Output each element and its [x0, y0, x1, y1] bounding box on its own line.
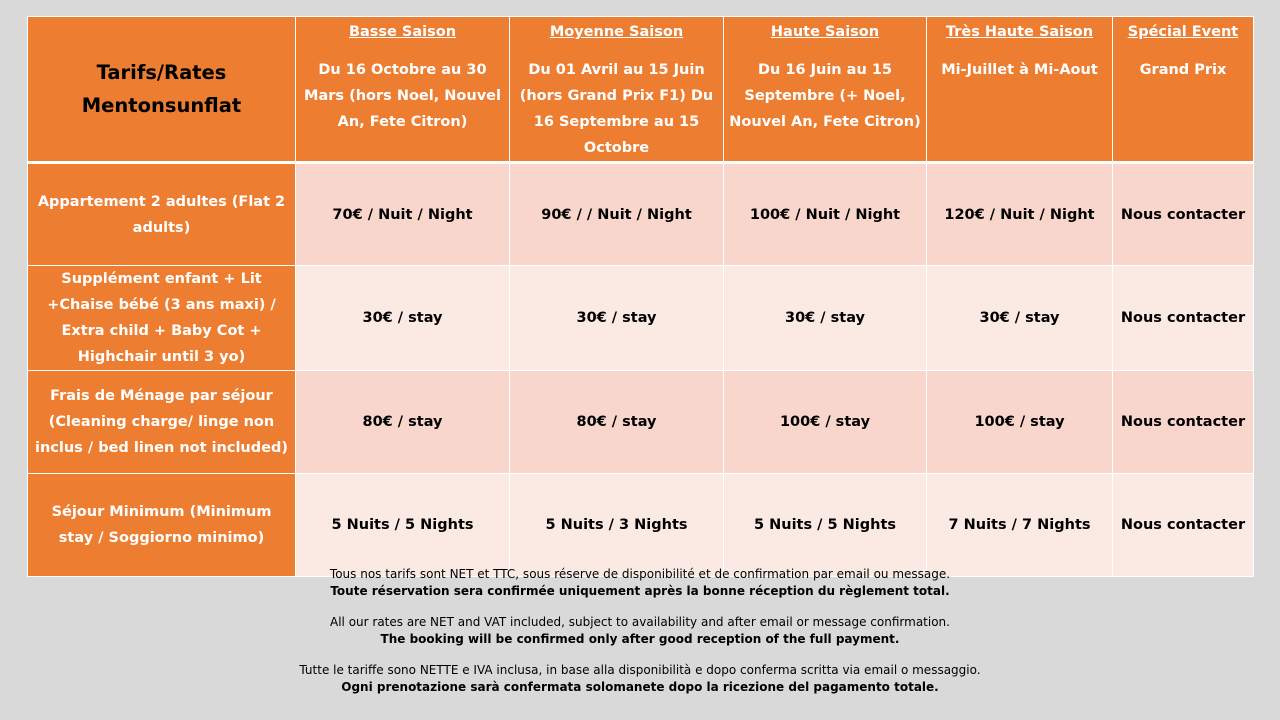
table-row [28, 474, 1254, 577]
rate-cell: 5 Nuits / 5 Nights [724, 474, 927, 577]
rate-cell: 80€ / stay [510, 371, 724, 474]
table-title-line2: Mentonsunflat [81, 94, 242, 117]
row-label: Supplément enfant + Lit +Chaise bébé (3 ans maxi) / Extra child + Baby Cot + Highchair until 3 yo) [28, 266, 296, 371]
rate-cell: Nous contacter [1113, 474, 1254, 577]
season-dates: Du 16 Juin au 15 Septembre (+ Noel, Nouvel An, Fete Citron) [729, 62, 921, 130]
terms-french-text: Tous nos tarifs sont NET et TTC, sous réserve de disponibilité et de confirmation par email ou message. [329, 567, 951, 581]
row-label: Frais de Ménage par séjour (Cleaning charge/ linge non inclus / bed linen not included) [28, 371, 296, 474]
table-row [28, 266, 1254, 371]
rate-cell: 30€ / stay [510, 266, 724, 371]
rate-cell: 5 Nuits / 5 Nights [296, 474, 510, 577]
season-dates: Grand Prix [1139, 62, 1227, 78]
season-header-tres-haute [927, 17, 1113, 163]
rate-cell: Nous contacter [1113, 163, 1254, 266]
rate-cell: 7 Nuits / 7 Nights [927, 474, 1113, 577]
rate-cell: Nous contacter [1113, 371, 1254, 474]
season-name: Très Haute Saison [945, 24, 1094, 40]
rate-cell: 100€ / stay [724, 371, 927, 474]
terms-footer [0, 566, 1280, 710]
rates-table [27, 16, 1254, 577]
terms-french [0, 566, 1280, 599]
rate-cell: 80€ / stay [296, 371, 510, 474]
season-header-haute [724, 17, 927, 163]
rate-cell: 100€ / stay [927, 371, 1113, 474]
table-row [28, 163, 1254, 266]
season-header-basse [296, 17, 510, 163]
terms-english-text: All our rates are NET and VAT included, subject to availability and after email or message confirmation. [330, 615, 950, 629]
row-label: Séjour Minimum (Minimum stay / Soggiorno minimo) [28, 474, 296, 577]
season-name: Spécial Event [1127, 24, 1239, 40]
season-name: Moyenne Saison [549, 24, 684, 40]
terms-italian-bold: Ogni prenotazione sarà confermata solomanete dopo la ricezione del pagamento totale. [341, 679, 939, 694]
season-dates: Du 01 Avril au 15 Juin (hors Grand Prix F1) Du 16 Septembre au 15 Octobre [519, 62, 714, 156]
season-dates: Du 16 Octobre au 30 Mars (hors Noel, Nouvel An, Fete Citron) [304, 62, 501, 130]
terms-italian-text: Tutte le tariffe sono NETTE e IVA inclusa, in base alla disponibilità e dopo conferma scritta via email o messaggio. [299, 663, 981, 677]
terms-italian [0, 662, 1280, 695]
terms-french-bold: Toute réservation sera confirmée uniquement après la bonne réception du règlement total. [330, 583, 950, 598]
season-name: Basse Saison [348, 24, 457, 40]
table-title-cell [28, 17, 296, 163]
season-header-moyenne [510, 17, 724, 163]
rate-cell: 30€ / stay [724, 266, 927, 371]
rate-cell: 120€ / Nuit / Night [927, 163, 1113, 266]
rate-cell: 5 Nuits / 3 Nights [510, 474, 724, 577]
terms-english [0, 614, 1280, 647]
rate-cell: Nous contacter [1113, 266, 1254, 371]
table-title-line1: Tarifs/Rates [96, 61, 227, 84]
rate-cell: 100€ / Nuit / Night [724, 163, 927, 266]
row-label: Appartement 2 adultes (Flat 2 adults) [28, 163, 296, 266]
header-row [28, 17, 1254, 163]
terms-english-bold: The booking will be confirmed only after good reception of the full payment. [380, 631, 900, 646]
rate-cell: 30€ / stay [927, 266, 1113, 371]
season-name: Haute Saison [770, 24, 880, 40]
rate-cell: 30€ / stay [296, 266, 510, 371]
table-row [28, 371, 1254, 474]
season-header-special [1113, 17, 1254, 163]
rate-cell: 90€ / / Nuit / Night [510, 163, 724, 266]
rate-cell: 70€ / Nuit / Night [296, 163, 510, 266]
season-dates: Mi-Juillet à Mi-Aout [941, 62, 1098, 78]
